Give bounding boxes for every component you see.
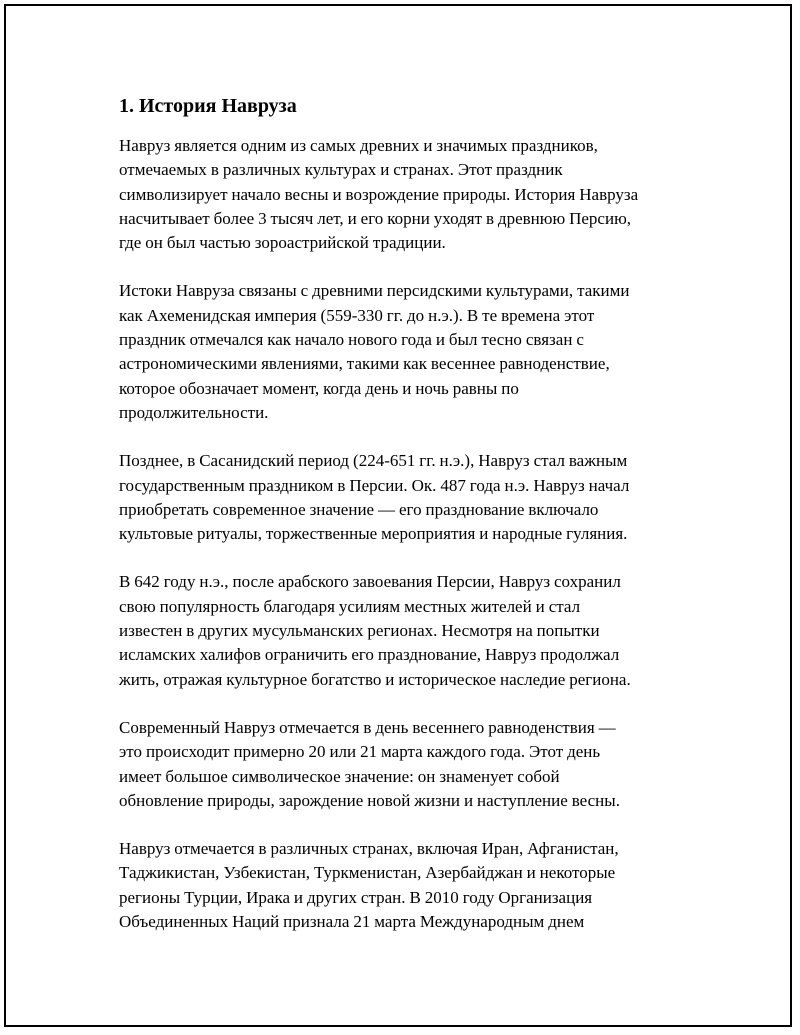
text-line: астрономическими явлениями, такими как весеннее равноденствие, <box>119 354 610 374</box>
text-line: имеет большое символическое значение: он знаменует собой <box>119 766 560 786</box>
text-line: символизирует начало весны и возрождение природы. История Навруза <box>119 184 639 204</box>
text-line: Позднее, в Сасанидский период (224-651 гг. н.э.), Навруз стал важным <box>119 451 628 471</box>
text-line: Навруз является одним из самых древних и значимых праздников, <box>119 136 598 155</box>
text-line: культовые ритуалы, торжественные мероприятия и народные гуляния. <box>119 524 628 544</box>
text-line: приобретать современное значение — его празднование включало <box>119 499 599 519</box>
text-line: регионы Турции, Ирака и других стран. В 2010 году Организация <box>119 887 593 907</box>
text-line: отмечаемых в различных культурах и странах. Этот праздник <box>119 160 563 180</box>
text-line: Таджикистан, Узбекистан, Туркменистан, Азербайджан и некоторые <box>119 863 616 883</box>
text-line: которое обозначает момент, когда день и ночь равны по <box>119 378 519 398</box>
text-line: исламских халифов ограничить его празднование, Навруз продолжал <box>119 645 620 665</box>
paragraph-5 <box>119 716 699 813</box>
document-body <box>119 92 699 958</box>
text-line: как Ахеменидская империя (559-330 гг. до н.э.). В те времена этот <box>119 305 595 325</box>
paragraph-1 <box>119 134 699 255</box>
text-line: государственным праздником в Персии. Ок. 487 года н.э. Навруз начал <box>119 475 630 495</box>
text-line: праздник отмечался как начало нового года и был тесно связан с <box>119 330 584 350</box>
text-line: свою популярность благодаря усилиям местных жителей и стал <box>119 596 581 616</box>
text-line: Навруз отмечается в различных странах, включая Иран, Афганистан, <box>119 839 619 859</box>
text-line: где он был частью зороастрийской традиции. <box>119 233 446 253</box>
text-line: это происходит примерно 20 или 21 марта каждого года. Этот день <box>119 742 601 762</box>
text-line: Объединенных Наций признала 21 марта Международным днем <box>119 912 585 932</box>
text-line: обновление природы, зарождение новой жизни и наступление весны. <box>119 790 620 810</box>
text-line: известен в других мусульманских регионах. Несмотря на попытки <box>119 621 600 641</box>
paragraph-4 <box>119 570 699 691</box>
text-line: жить, отражая культурное богатство и историческое наследие региона. <box>119 669 631 689</box>
text-line: насчитывает более 3 тысяч лет, и его корни уходят в древнюю Персию, <box>119 208 632 228</box>
text-line: Современный Навруз отмечается в день весеннего равноденствия — <box>119 717 616 737</box>
text-line: Истоки Навруза связаны с древними персидскими культурами, такими <box>119 281 630 301</box>
text-line: продолжительности. <box>119 402 269 422</box>
section-heading: 1. История Навруза <box>119 95 297 117</box>
paragraph-2 <box>119 279 699 425</box>
paragraph-3 <box>119 449 699 546</box>
text-line: В 642 году н.э., после арабского завоевания Персии, Навруз сохранил <box>119 572 621 592</box>
paragraph-6 <box>119 837 699 934</box>
